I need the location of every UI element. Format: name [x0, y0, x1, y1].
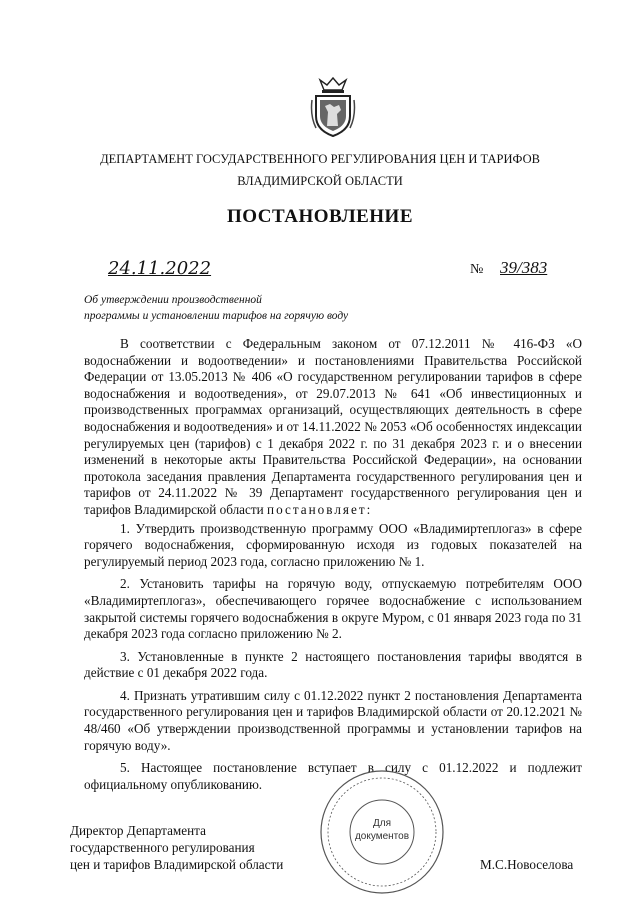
document-date: 24.11.2022 [108, 258, 212, 279]
resolution-item-3: 3. Установленные в пункте 2 настоящего постановления тарифы вводятся в действие с 01 декабря 2022 года. [84, 648, 582, 681]
document-type-title: ПОСТАНОВЛЕНИЕ [226, 206, 414, 227]
stamp-text [343, 817, 421, 843]
stamp-text-line1: Для [372, 818, 392, 829]
number-label: № [470, 262, 484, 277]
document-subject [84, 292, 404, 324]
signatory-title-line2: государственного регулирования [70, 840, 255, 855]
preamble-text: В соответствии с Федеральным законом от 07.12.2011 № 416-ФЗ «О водоснабжении и водоотведении» и постановлениями Правительства Российской Федерации от 13.05.2013 № 406 «О государственном регулировании тарифов в сфере водоснабжения и водоотведения», от 29.07.2013 № 641 «Об инвестиционных и производственных программах организаций, осуществляющих деятельность в сфере водоснабжения и водоотведения» и от 14.11.2022 № 2053 «Об особенностях индексации регулируемых цен (тарифов) с 1 декабря 2022 г. по 31 декабря 2023 г. и о внесении изменений в некоторые акты Правительства Российской Федерации», на основании протокола заседания правления Департамента государственного регулирования цен и тарифов от 24.11.2022 № 39 Департамент государственного регулирования цен и тарифов Владимирской области [84, 336, 582, 517]
resolution-item-4: 4. Признать утратившим силу с 01.12.2022 пункт 2 постановления Департамента государственного регулирования цен и тарифов Владимирской области от 20.12.2021 № 48/460 «Об утверждении производственной программы и установлении тарифов на горячую воду». [84, 687, 582, 753]
subject-line2: программы и установлении тарифов на горячую воду [84, 310, 349, 322]
signatory-name: М.С.Новоселова [480, 857, 574, 872]
subject-line1: Об утверждении производственной [84, 294, 262, 306]
signatory-title-line1: Директор Департамента [70, 823, 206, 838]
resolution-item-2: 2. Установить тарифы на горячую воду, отпускаемую потребителям ООО «Владимиртеплогаз», обеспечивающего горячее водоснабжение с использованием закрытой системы горячего водоснабжения в округе Муром, с 01 января 2023 года по 31 декабря 2023 года согласно приложению № 2. [84, 576, 582, 642]
department-name-line1: ДЕПАРТАМЕНТ ГОСУДАРСТВЕННОГО РЕГУЛИРОВАНИЯ ЦЕН И ТАРИФОВ [100, 152, 540, 166]
preamble-resolves: постановляет: [267, 501, 373, 517]
document-number: 39/383 [500, 258, 548, 277]
stamp-text-line2: документов [354, 831, 410, 842]
preamble-paragraph [84, 336, 582, 519]
resolution-item-1: 1. Утвердить производственную программу ООО «Владимиртеплогаз» в сфере горячего водоснабжения, сформированную исходя из годовых показателей на регулируемый период 2023 года, согласно приложению № 1. [84, 520, 582, 569]
resolution-item-5: 5. Настоящее постановление вступает в силу с 01.12.2022 и подлежит официальному опубликованию. [84, 760, 582, 792]
signatory-title [70, 822, 283, 873]
department-name-line2: ВЛАДИМИРСКОЙ ОБЛАСТИ [237, 174, 403, 188]
coat-of-arms-icon [310, 76, 356, 138]
signatory-title-line3: цен и тарифов Владимирской области [70, 857, 284, 872]
document-body [84, 336, 582, 799]
